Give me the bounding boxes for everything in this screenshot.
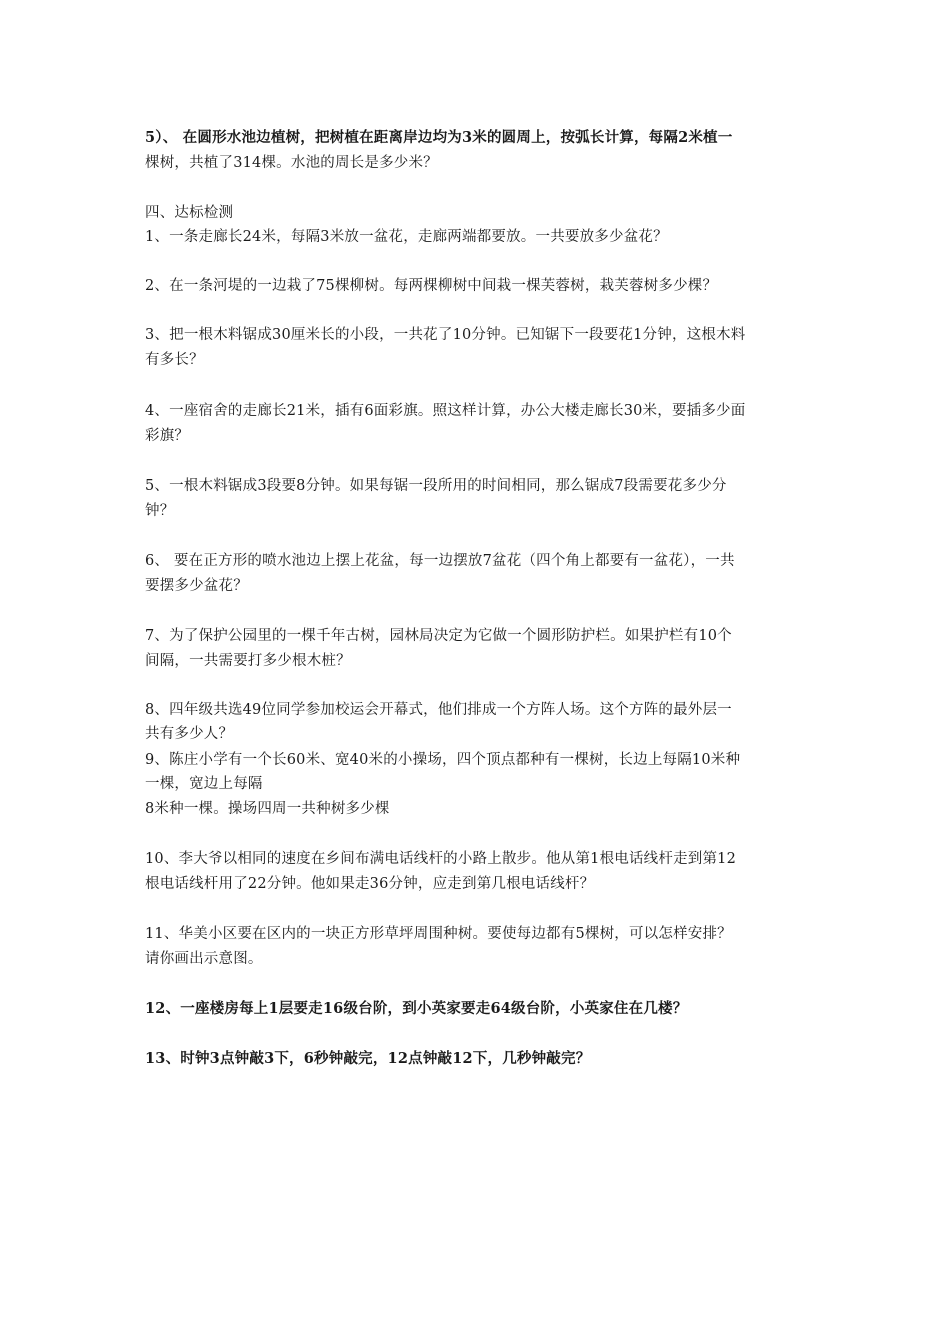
problem-10-line-1: 10、李大爷以相同的速度在乡间布满电话线杆的小路上散步。他从第1根电话线杆走到第12 — [145, 851, 737, 867]
problem-2-line-1: 2、在一条河堤的一边栽了75棵柳树。每两棵柳树中间栽一棵芙蓉树，栽芙蓉树多少棵？ — [145, 278, 718, 294]
problem-9-line-3: 8米种一棵。操场四周一共种树多少棵 — [145, 801, 390, 817]
intro-problem-line-2: 棵树，共植了314棵。水池的周长是多少米？ — [145, 155, 438, 171]
problem-4-line-1: 4、一座宿舍的走廊长21米，插有6面彩旗。照这样计算，办公大楼走廊长30米，要插多少面 — [145, 403, 746, 419]
problem-5-line-2: 钟？ — [145, 503, 175, 519]
problem-7-line-2: 间隔，一共需要打多少根木桩？ — [145, 653, 351, 669]
problem-9-line-2: 一棵，宽边上每隔 — [145, 776, 263, 792]
problem-3-line-2: 有多长？ — [145, 352, 204, 368]
problem-7-line-1: 7、为了保护公园里的一棵千年古树，园林局决定为它做一个圆形防护栏。如果护栏有10个 — [145, 628, 732, 644]
problem-4-line-2: 彩旗？ — [145, 428, 190, 444]
problem-12-line-1: 12、一座楼房每上1层要走16级台阶，到小英家要走64级台阶，小英家住在几楼？ — [145, 1000, 688, 1017]
problem-1-line-1: 1、一条走廊长24米，每隔3米放一盆花，走廊两端都要放。一共要放多少盆花？ — [145, 229, 668, 245]
problem-8-line-1: 8、四年级共选49位同学参加校运会开幕式，他们排成一个方阵人场。这个方阵的最外层一 — [145, 702, 732, 718]
problem-5-line-1: 5、一根木料锯成3段要8分钟。如果每锯一段所用的时间相同，那么锯成7段需要花多少分 — [145, 478, 727, 494]
problem-8-line-2: 共有多少人？ — [145, 726, 234, 742]
problem-11-line-1: 11、华美小区要在区内的一块正方形草坪周围种树。要使每边都有5棵树，可以怎样安排？ — [145, 926, 732, 942]
problem-11-line-2: 请你画出示意图。 — [145, 951, 263, 967]
intro-problem-line-1: 5）、 在圆形水池边植树，把树植在距离岸边均为3米的圆周上，按弧长计算，每隔2米植一 — [145, 129, 733, 146]
problem-3-line-1: 3、把一根木料锯成30厘米长的小段，一共花了10分钟。已知锯下一段要花1分钟，这根木料 — [145, 327, 746, 343]
problem-10-line-2: 根电话线杆用了22分钟。他如果走36分钟，应走到第几根电话线杆？ — [145, 876, 595, 892]
problem-9-line-1: 9、陈庄小学有一个长60米、宽40米的小操场，四个顶点都种有一棵树，长边上每隔10米种 — [145, 752, 741, 768]
section-title: 四、达标检测 — [145, 205, 234, 221]
problem-13-line-1: 13、时钟3点钟敲3下，6秒钟敲完，12点钟敲12下，几秒钟敲完？ — [145, 1050, 591, 1067]
problem-6-line-2: 要摆多少盆花？ — [145, 578, 248, 594]
problem-6-line-1: 6、 要在正方形的喷水池边上摆上花盆，每一边摆放7盆花（四个角上都要有一盆花），一共 — [145, 553, 735, 569]
